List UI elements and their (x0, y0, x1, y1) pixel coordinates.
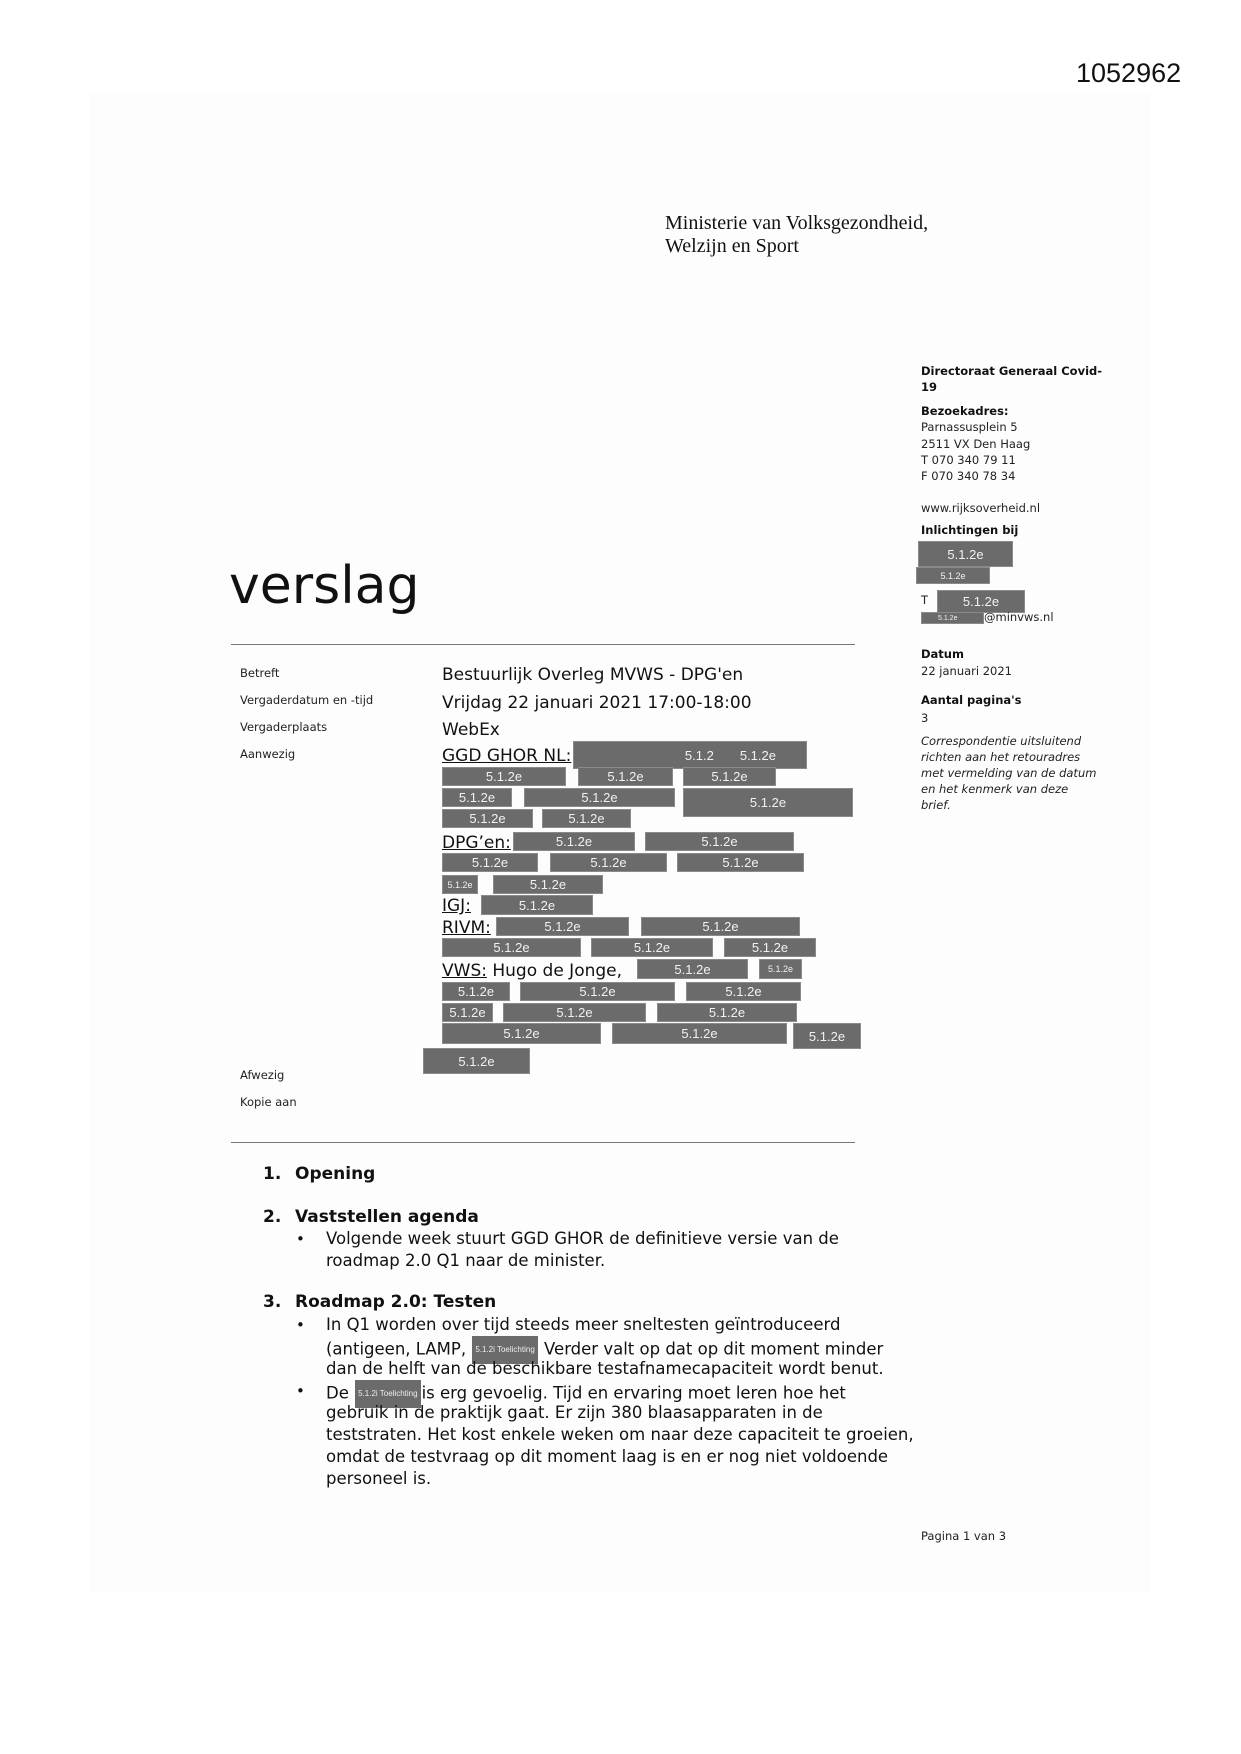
label-place: Vergaderplaats (240, 720, 328, 734)
divider (231, 644, 855, 645)
redaction: 5.1.2e (686, 982, 801, 1001)
redaction (573, 741, 807, 769)
redaction: 5.1.2e (442, 767, 566, 786)
redaction: 5.1.2e (637, 959, 748, 979)
redaction: 5.1.2e (423, 1048, 530, 1074)
redaction: 5.1.2e (520, 982, 675, 1001)
redaction: 5.1.2e (793, 1023, 861, 1049)
redaction: 5.1.2e (442, 1003, 493, 1022)
directorate: Directoraat Generaal Covid- (921, 364, 1103, 378)
label-present: Aanwezig (240, 747, 296, 761)
city: 2511 VX Den Haag (921, 437, 1031, 451)
redaction: 5.1.2e (442, 875, 478, 894)
date-value: 22 januari 2021 (921, 664, 1013, 678)
redaction: 5.1.2e (493, 875, 603, 894)
redaction: 5.1.2e (442, 982, 510, 1001)
redaction: 5.1.2e (645, 832, 794, 851)
note-line: Correspondentie uitsluitend (921, 734, 1082, 748)
note-line: en het kenmerk van deze (921, 782, 1069, 796)
redaction: 5.1.2e (550, 853, 667, 872)
redaction: 5.1.2e (578, 767, 673, 786)
bullet-icon: • (296, 1382, 305, 1400)
label-copy: Kopie aan (240, 1095, 297, 1109)
bullet-text: Volgende week stuurt GGD GHOR de definitieve versie van de (326, 1229, 839, 1248)
ministry-name-line2: Welzijn en Sport (665, 235, 799, 257)
document-title: verslag (229, 556, 420, 616)
redaction-code: 5.1.2 (684, 747, 714, 763)
redaction: 5.1.2e (513, 832, 635, 851)
datetime: Vrijdag 22 januari 2021 17:00-18:00 (442, 693, 752, 713)
note-line: brief. (921, 798, 951, 812)
redaction: 5.1.2e (918, 541, 1013, 567)
redaction: 5.1.2e (683, 767, 776, 786)
phone: T 070 340 79 11 (921, 453, 1016, 467)
agenda-title: Vaststellen agenda (295, 1207, 479, 1227)
label-absent: Afwezig (240, 1068, 285, 1082)
agenda-number: 2. (263, 1207, 282, 1227)
redaction: 5.1.2e (641, 917, 800, 936)
directorate-cont: 19 (921, 380, 938, 394)
redaction: 5.1.2e (442, 788, 512, 807)
group-vws-label: VWS: (442, 961, 487, 981)
pages-value: 3 (921, 711, 929, 725)
redaction: 5.1.2e (442, 853, 538, 872)
agenda-title: Opening (295, 1164, 376, 1184)
redaction: 5.1.2e (677, 853, 804, 872)
redaction-code: 5.1.2e (739, 747, 776, 763)
redaction: 5.1.2e (916, 567, 990, 584)
info-label: Inlichtingen bij (921, 523, 1019, 537)
date-label: Datum (921, 647, 964, 661)
redaction: 5.1.2e (921, 612, 984, 624)
note-line: richten aan het retouradres (921, 750, 1081, 764)
redaction: 5.1.2e (759, 959, 802, 979)
redaction: 5.1.2e (524, 788, 675, 807)
bullet-icon: • (296, 1316, 305, 1334)
info-phone-prefix: T (921, 593, 929, 607)
redaction: 5.1.2e (591, 938, 713, 957)
fax: F 070 340 78 34 (921, 469, 1016, 483)
text: (antigeen, LAMP, (326, 1339, 467, 1359)
bullet-text: gebruik in de praktijk gaat. Er zijn 380 blaasapparaten in de (326, 1403, 823, 1422)
page-number: Pagina 1 van 3 (921, 1529, 1007, 1543)
bullet-icon: • (296, 1230, 305, 1248)
redaction: 5.1.2e (657, 1003, 797, 1022)
redaction: 5.1.2e (683, 788, 853, 817)
redaction: 5.1.2e (496, 917, 629, 936)
bullet-text: teststraten. Het kost enkele weken om naar deze capaciteit te groeien, (326, 1425, 914, 1444)
bullet-text: roadmap 2.0 Q1 naar de minister. (326, 1251, 606, 1270)
place: WebEx (442, 720, 500, 740)
redaction: 5.1.2i Toelichting (472, 1336, 537, 1364)
document-id: 1052962 (1076, 58, 1182, 88)
ministry-name-line1: Ministerie van Volksgezondheid, (665, 212, 929, 234)
divider (231, 1142, 855, 1143)
group-ggd: GGD GHOR NL: (442, 746, 572, 766)
bullet-text: omdat de testvraag op dit moment laag is en er nog niet voldoende (326, 1447, 889, 1466)
agenda-title: Roadmap 2.0: Testen (295, 1292, 497, 1312)
redaction: 5.1.2e (612, 1023, 787, 1044)
subject: Bestuurlijk Overleg MVWS - DPG'en (442, 665, 744, 685)
street: Parnassusplein 5 (921, 420, 1018, 434)
text: is erg gevoelig. Tijd en ervaring moet leren hoe het (421, 1383, 846, 1403)
bullet-text: dan de helft van de beschikbare testafnamecapaciteit wordt benut. (326, 1359, 884, 1378)
redaction: 5.1.2e (442, 1023, 601, 1044)
redaction: 5.1.2e (442, 809, 533, 828)
note-line: met vermelding van de datum (921, 766, 1097, 780)
bullet-text: In Q1 worden over tijd steeds meer sneltesten geïntroduceerd (326, 1315, 841, 1334)
label-subject: Betreft (240, 666, 280, 680)
bullet-text: personeel is. (326, 1469, 432, 1488)
group-vws (442, 960, 622, 982)
redaction: 5.1.2e (442, 938, 581, 957)
redaction: 5.1.2i Toelichting (355, 1380, 420, 1408)
redaction: 5.1.2e (724, 938, 816, 957)
group-rivm: RIVM: (442, 918, 491, 938)
pages-label: Aantal pagina's (921, 693, 1022, 707)
redaction: 5.1.2e (503, 1003, 646, 1022)
website: www.rijksoverheid.nl (921, 501, 1041, 515)
agenda-number: 3. (263, 1292, 282, 1312)
vws-name: Hugo de Jonge, (486, 961, 623, 981)
agenda-number: 1. (263, 1164, 282, 1184)
group-igj: IGJ: (442, 896, 471, 916)
redaction: 5.1.2e (937, 590, 1025, 613)
text: Verder valt op dat op dit moment minder (544, 1339, 884, 1359)
info-email: @minvws.nl (984, 610, 1054, 624)
redaction: 5.1.2e (481, 895, 593, 915)
visit-address-label: Bezoekadres: (921, 404, 1009, 418)
label-datetime: Vergaderdatum en -tijd (240, 693, 374, 707)
group-dpg: DPG’en: (442, 833, 511, 853)
text: De (326, 1383, 349, 1403)
redaction: 5.1.2e (542, 809, 631, 828)
